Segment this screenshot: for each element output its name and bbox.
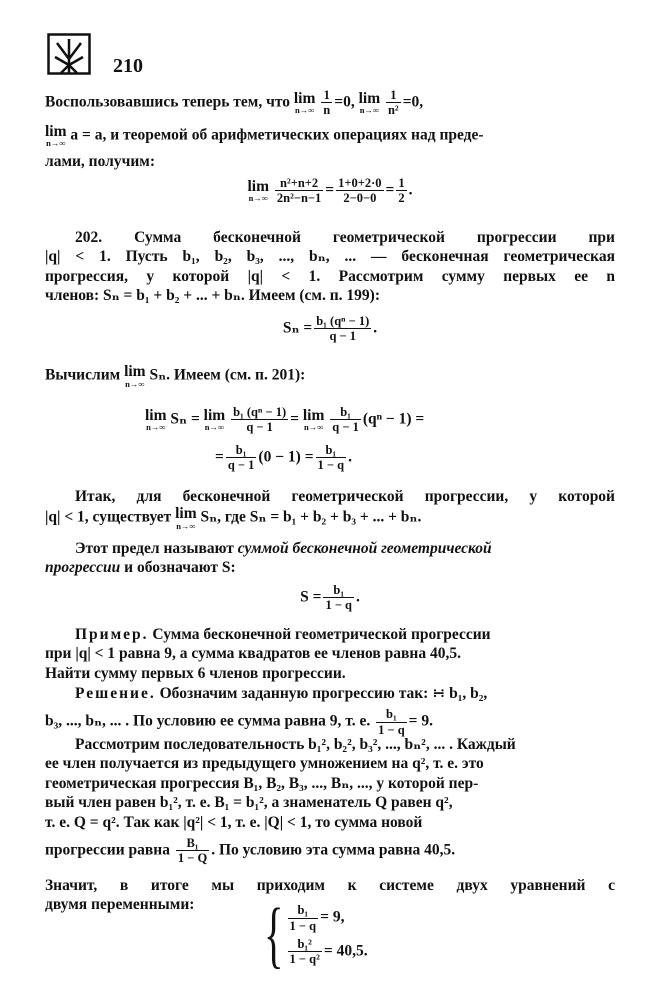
formula-sum-n-terms: Sₙ = $\frac{\text{b₁ (qⁿ − 1)}}{q - 1}$ .	[282, 314, 378, 344]
conclusion-paragraph: Итак, для бесконечной геометрической прогрессии, у которой |q| < 1, существует lim n→∞ Sₙ, где Sₙ = b₁ + b₂ + b₃ + ... + bₙ.	[45, 488, 615, 531]
formula-limit-rational: lim n→∞ $\frac{\text{n²+n+2}}{\text{2n²−n−1}}$ = $\frac{1+0+2\cdot 0}{2-0-0}$ = $\frac{1}{2}$ .	[247, 176, 413, 206]
example-paragraph: Пример. Сумма бесконечной геометрической прогрессии при |q| < 1 равна 9, а сумма квадратов ее членов равна 40,5. Найти сумму первых 6 членов прогрессии.	[45, 626, 491, 682]
squares-paragraph: Рассмотрим последовательность b₁², b₂², b₃², ..., bₙ², ... . Каждый ее член получается из предыдущего умножением на q², т. е. это геометрическая прогрессия B₁, B₂, B₃, ..., Bₙ, ..., у которой пер- вый член равен b₁², т. е. B₁ = b₁², а знаменатель Q равен q², т. е. Q = q². Так как |q²| < 1, т. е. |Q| < 1, то сумма новой прогрессии равна $\frac{\text{B₁}}{1 - Q}$ . По условию эта сумма равна 40,5.	[45, 736, 516, 866]
system-of-equations: { $\frac{\text{b₁}}{1 - q}$ = 9, $\frac{\text{b₁²}}{\text{1 − q²}}$ = 40,5.	[263, 894, 368, 976]
example-label: Пример.	[75, 626, 149, 643]
formula-limit-sum: lim n→∞ Sₙ = lim n→∞ $\frac{\text{b₁ (qⁿ − 1)}}{q - 1}$ = lim n→∞ $\frac{\text{b₁}}{q - 1}$ (qⁿ − 1) = = $\frac{\text{b₁}}{q - 1}$ (0 − 1) = $\frac{\text{b₁}}{1 - q}$ .	[145, 405, 425, 473]
intro-text-line2: a = a, и теоремой об арифметических операциях над преде-	[70, 126, 484, 144]
solution-paragraph: Решение. Обозначим заданную прогрессию так: ∺ b₁, b₂, b₃, ..., bₙ, ... . По условию ее сумма равна 9, т. е. $\frac{\text{b₁}}{1 - q}$ = 9.	[45, 685, 488, 737]
solution-label: Решение.	[75, 685, 156, 702]
intro-paragraph: Воспользовавшись теперь тем, что lim n→∞ $\frac{1}{n}$ =0, lim n→∞ $\frac{1}{\text{n²}}$ =0, lim n→∞ a = a, и теоремой об арифметических операциях над преде- лами, получим:	[45, 88, 615, 171]
system-paragraph: Значит, в итоге мы приходим к системе двух уравнений с двумя переменными:	[45, 877, 615, 914]
compute-line: Вычислим lim n→∞ Sₙ. Имеем (см. п. 201):	[45, 363, 306, 389]
formula-infinite-sum: S = $\frac{\text{b₁}}{1 - q}$ .	[300, 583, 360, 613]
section-202: 202. Сумма бесконечной геометрической прогрессии при |q| < 1. Пусть b₁, b₂, b₃, ..., bₙ, ... — бесконечная геометрическая прогрессия, у которой |q| < 1. Рассмотрим сумму первых ее n членов: Sₙ = b₁ + b₂ + ... + bₙ. Имеем (см. п. 199):	[45, 229, 615, 305]
limit-operator: lim n→∞	[45, 122, 67, 149]
textbook-logo-icon	[47, 33, 91, 75]
section-title: 202. Сумма бесконечной геометрической прогрессии при	[75, 229, 615, 246]
limit-operator: lim n→∞	[358, 89, 381, 116]
fraction-one-over-n: $\frac{1}{n}$	[323, 88, 331, 118]
intro-text: Воспользовавшись теперь тем, что	[45, 93, 290, 111]
intro-text-line3: лами, получим:	[45, 152, 155, 170]
brace-icon: {	[263, 894, 284, 976]
limit-operator: lim n→∞	[293, 89, 316, 116]
page-number: 210	[113, 55, 143, 77]
fraction-one-over-n-squared: $\frac{1}{\text{n²}}$	[387, 88, 399, 118]
definition-paragraph: Этот предел называют суммой бесконечной геометрической прогрессии и обозначают S:	[45, 540, 492, 577]
